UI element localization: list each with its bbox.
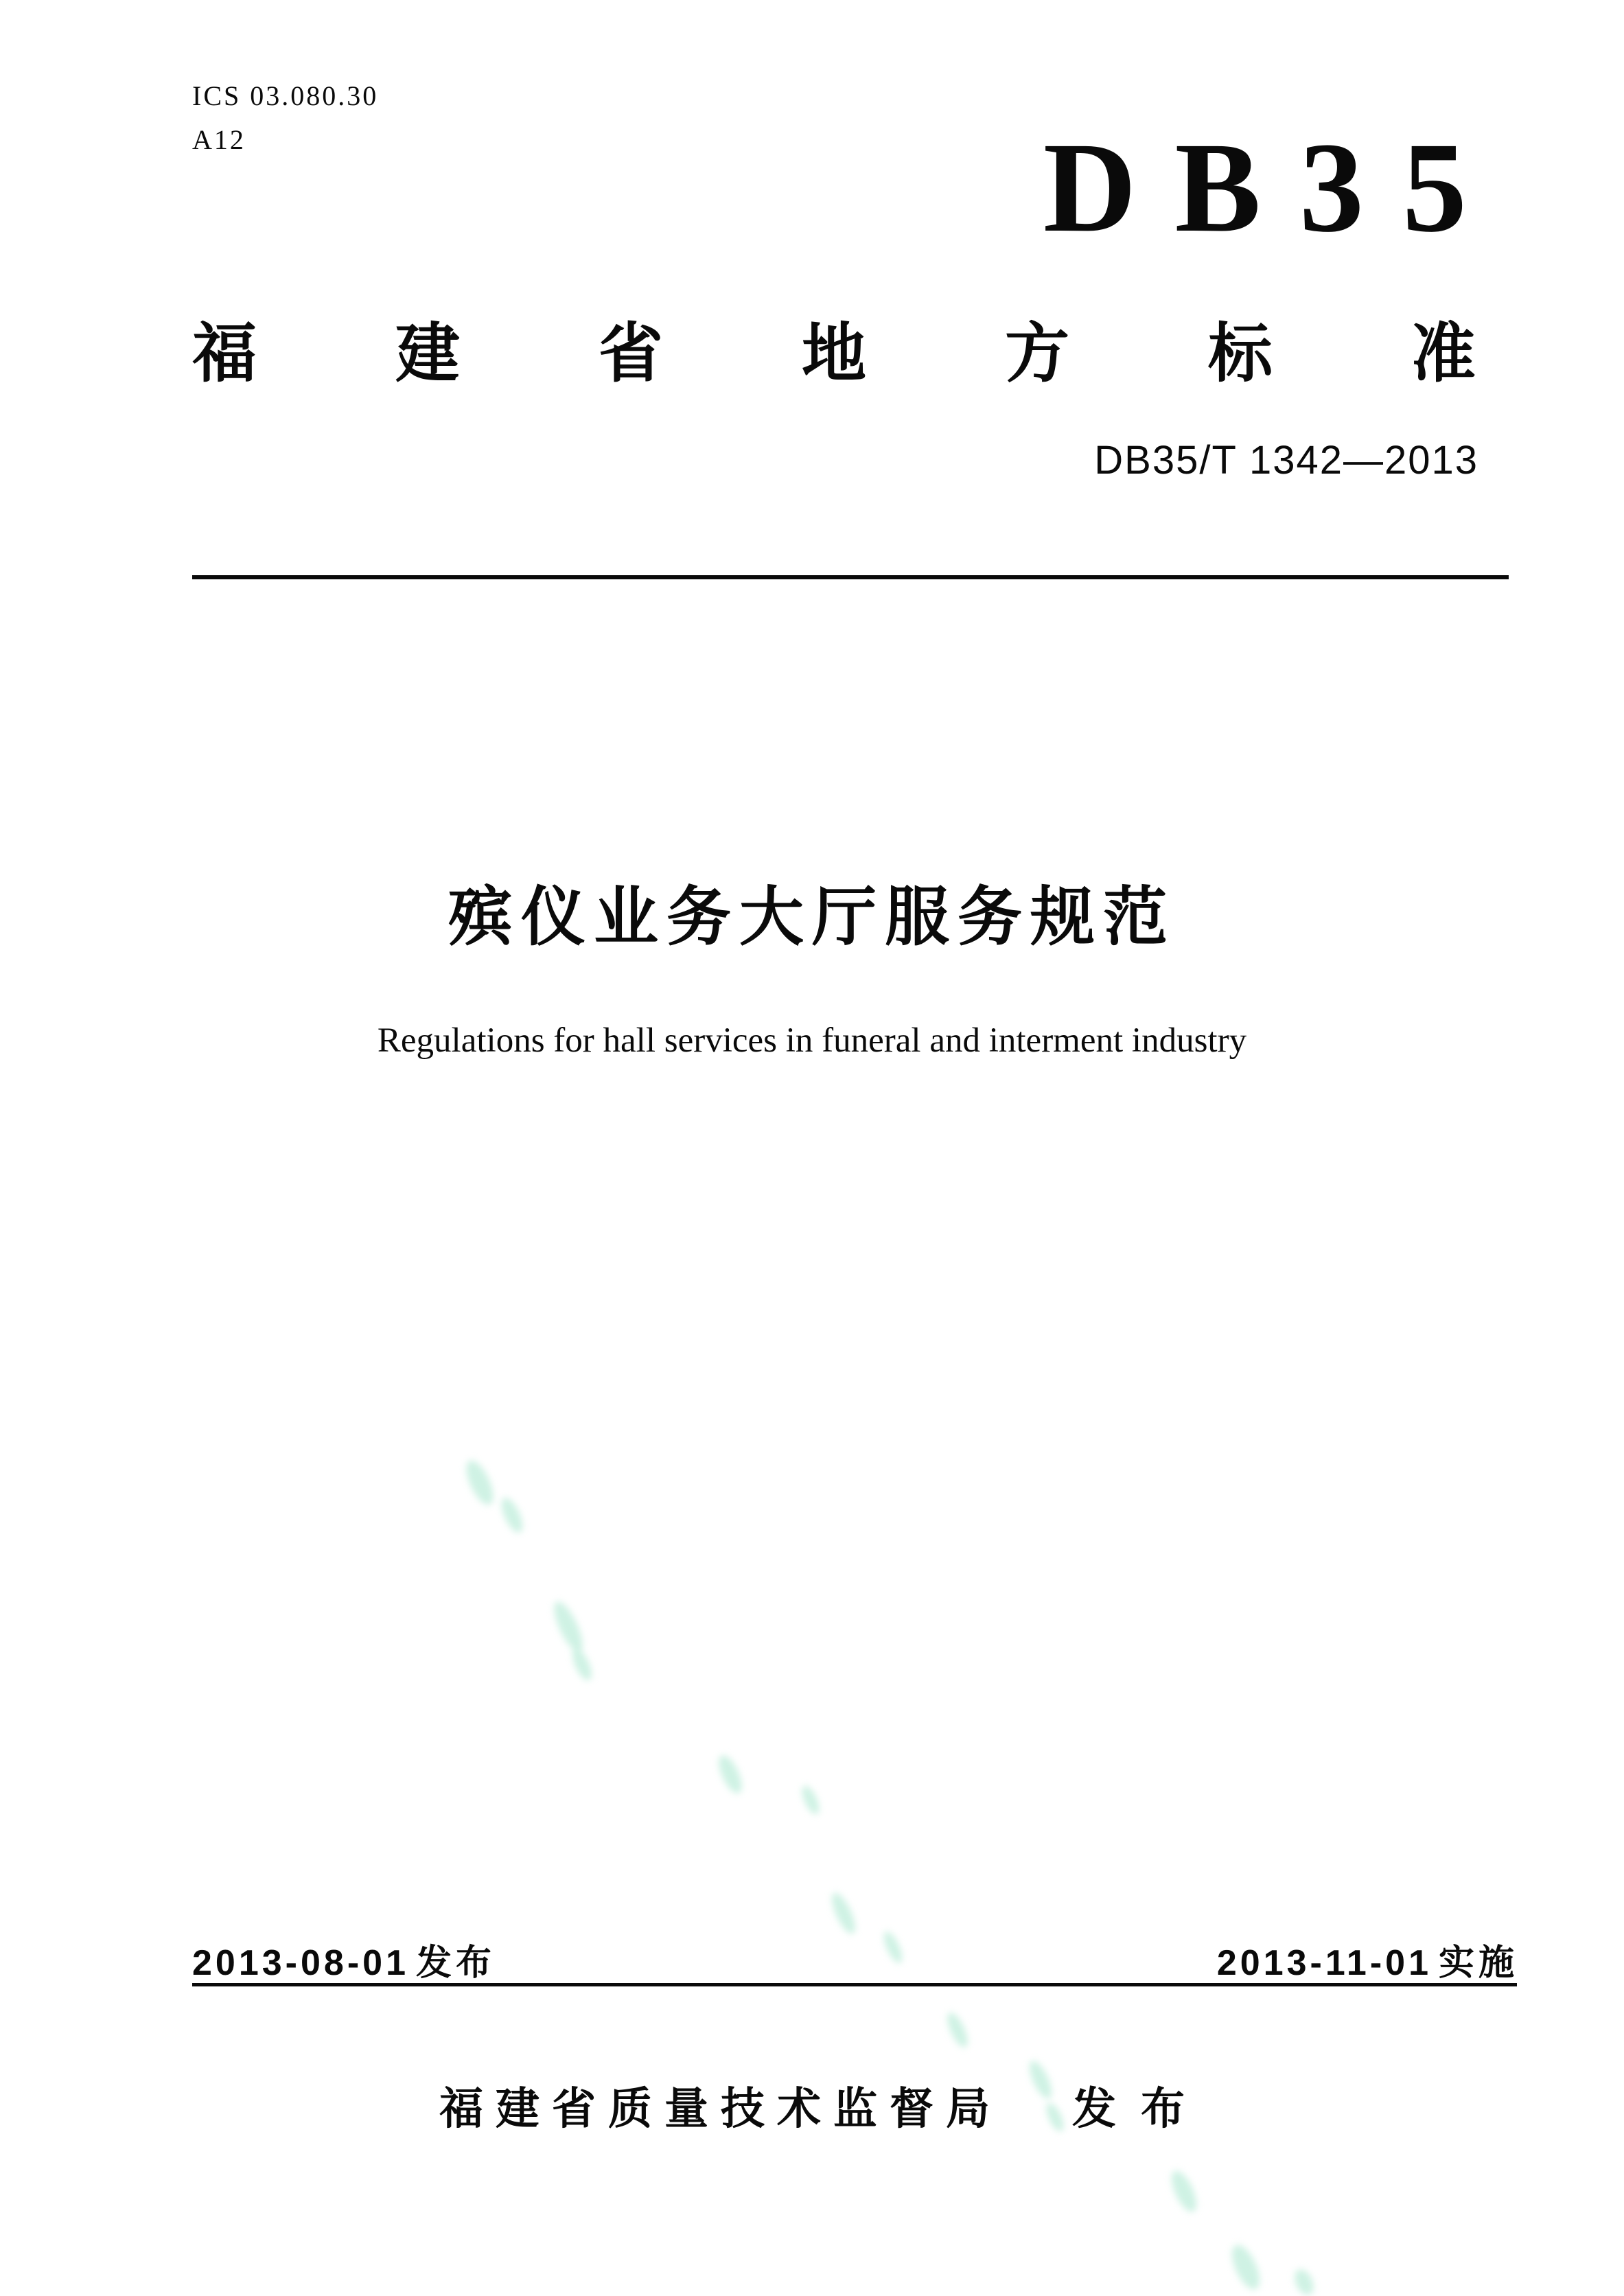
standard-type-char: 准 — [1411, 317, 1476, 389]
standard-type-char: 方 — [1004, 317, 1069, 389]
db35-logo: DB35 — [1043, 115, 1505, 259]
scan-artifact — [461, 1457, 499, 1508]
issue-date-line — [192, 1943, 496, 1984]
standard-number: DB35/T 1342—2013 — [1094, 438, 1478, 483]
header-rule — [192, 575, 1509, 579]
issue-date: 2013-08-01 — [192, 1943, 409, 1983]
scan-artifact — [1227, 2241, 1266, 2293]
scan-artifact — [548, 1598, 588, 1655]
footer-rule — [192, 1983, 1517, 1986]
publisher-name: 福建省质量技术监督局 — [439, 2084, 1002, 2133]
scan-artifact — [943, 2010, 971, 2050]
standard-type-char: 福 — [192, 317, 257, 389]
scan-artifact — [880, 1929, 905, 1966]
document-title-en: Regulations for hall services in funeral and interment industry — [377, 1021, 1247, 1060]
implementation-label: 实施 — [1438, 1943, 1518, 1983]
classification-code: A12 — [192, 124, 246, 155]
implementation-date: 2013-11-01 — [1216, 1943, 1432, 1983]
standard-type-char: 标 — [1207, 317, 1273, 389]
scan-artifact — [1166, 2168, 1201, 2216]
issue-label: 发布 — [416, 1943, 496, 1983]
scan-artifact — [568, 1646, 595, 1683]
scan-artifact — [714, 1752, 746, 1797]
scan-artifact — [497, 1495, 526, 1535]
ics-code: ICS 03.080.30 — [192, 80, 379, 111]
implementation-date-line — [1217, 1943, 1518, 1984]
standard-type-char: 建 — [395, 317, 460, 389]
document-title-cn: 殡仪业务大厅服务规范 — [448, 881, 1176, 953]
publisher-row — [0, 2084, 1624, 2133]
standard-type-char: 地 — [801, 317, 866, 389]
scan-artifact — [1291, 2266, 1318, 2296]
scan-artifact — [798, 1783, 822, 1816]
scan-artifact — [827, 1890, 859, 1936]
standard-type-heading — [192, 318, 1476, 389]
publish-label: 发布 — [1072, 2084, 1209, 2133]
standard-type-char: 省 — [598, 317, 663, 389]
